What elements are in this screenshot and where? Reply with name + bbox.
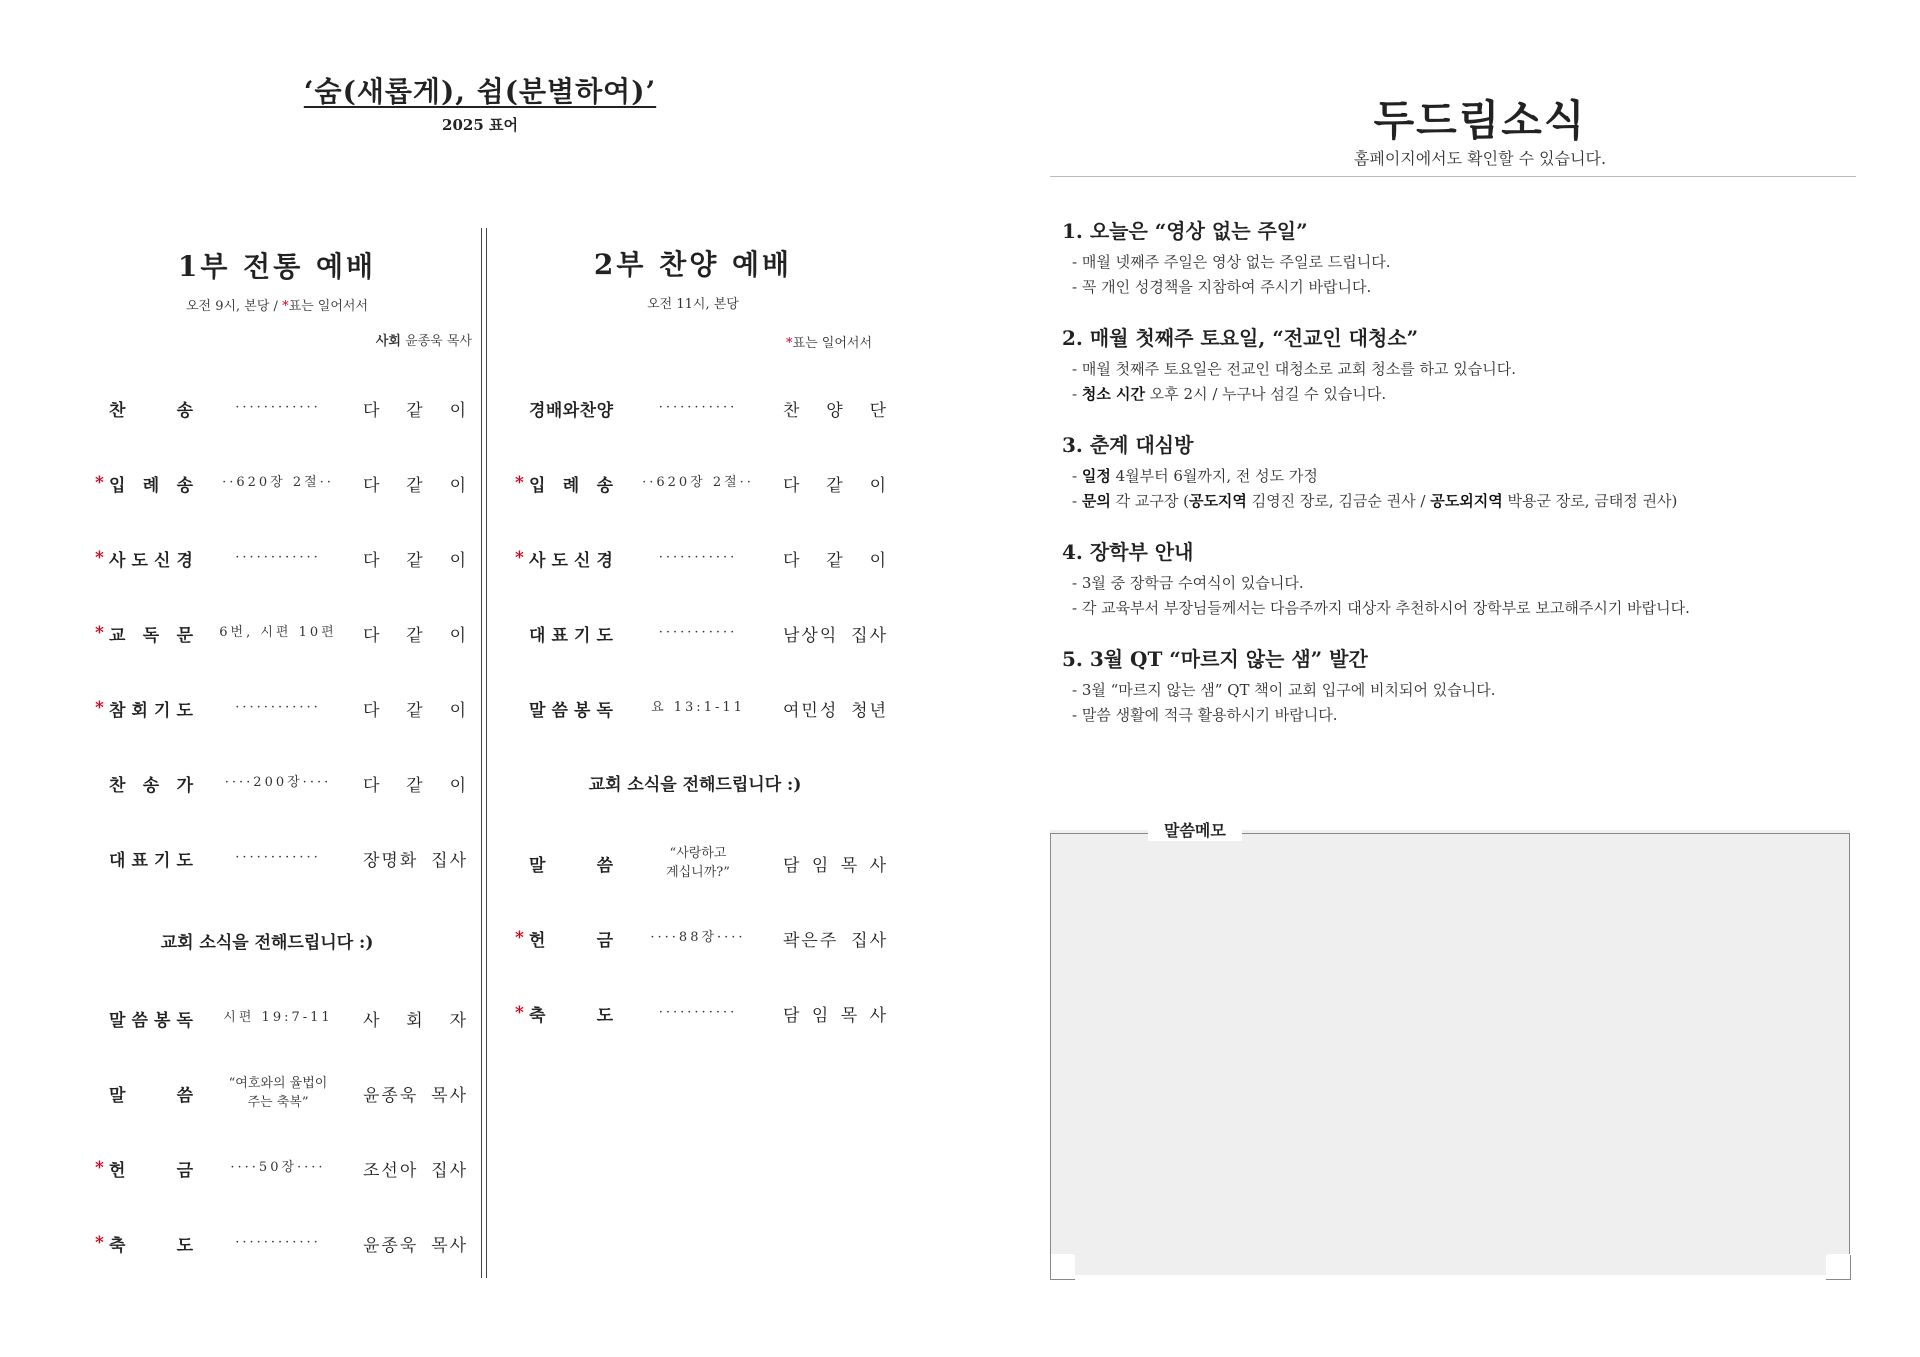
stand-marker: * <box>515 928 524 948</box>
stand-marker: * <box>515 473 524 493</box>
order-label <box>95 1231 193 1256</box>
order-person: 윤종욱 목사 <box>363 1235 468 1256</box>
church-news-heading: 교회 소식을 전해드립니다 :) <box>588 775 802 795</box>
order-row <box>95 1153 468 1183</box>
order-row <box>515 923 888 953</box>
order-row <box>95 543 468 573</box>
order-person: 담 임 목 사 <box>783 855 888 876</box>
service1-meta <box>92 295 462 314</box>
order-person: 장명화 집사 <box>363 850 468 871</box>
news-item <box>1062 643 1862 728</box>
memo-label: 말씀메모 <box>1148 818 1242 841</box>
order-label-text: 말 씀 봉 독 <box>529 700 613 721</box>
column-divider <box>481 228 487 1278</box>
order-label <box>515 1001 613 1026</box>
order-label <box>95 846 193 871</box>
news-item-heading: 2. 매월 첫째주 토요일, “전교인 대청소” <box>1062 326 1419 350</box>
order-label-text: 대 표 기 도 <box>529 625 613 646</box>
motto-title: ‘숨(새롭게), 쉼(분별하여)’ <box>303 75 657 108</box>
news-text: 오후 2시 / 누구나 섬길 수 있습니다. <box>1145 385 1387 403</box>
news-divider <box>1050 176 1856 177</box>
sermon-title-line2: 주는 축복” <box>247 1095 309 1110</box>
news-text: 박용군 장로, 금태정 권사) <box>1502 492 1678 510</box>
news-item-line: - 문의 각 교구장 (공도지역 김영진 장로, 김금순 권사 / 공도외지역 박용군 장로, 금태정 권사) <box>1072 492 1678 510</box>
order-label <box>95 1006 193 1031</box>
order-label-text: 사 도 신 경 <box>109 550 193 571</box>
news-item-line: - 청소 시간 오후 2시 / 누구나 섬길 수 있습니다. <box>1072 385 1387 403</box>
order-detail: ··620장 2절·· <box>222 475 334 491</box>
order-person: 다 같 이 <box>363 700 468 721</box>
news-text: 김영진 장로, 김금순 권사 / <box>1246 492 1431 510</box>
order-label <box>95 1156 193 1181</box>
order-detail: ····200장···· <box>224 775 332 791</box>
order-detail: ··620장 2절·· <box>642 475 754 491</box>
order-label-text: 헌 금 <box>109 1160 193 1181</box>
order-label-text: 참 회 기 도 <box>109 700 193 721</box>
order-detail: ··········· <box>658 550 738 566</box>
news-title: 두드림소식 <box>1373 96 1587 145</box>
order-label-text: 교 독 문 <box>109 625 193 646</box>
stand-marker: * <box>95 623 104 643</box>
order-label-text: 말 씀 <box>109 1085 193 1106</box>
service1-meta-star: * <box>282 299 289 314</box>
order-detail <box>613 844 783 883</box>
service2-header <box>508 243 878 312</box>
order-label <box>95 1081 193 1106</box>
order-row <box>95 618 468 648</box>
order-label-text: 말 씀 봉 독 <box>109 1010 193 1031</box>
order-label-text: 헌 금 <box>529 930 613 951</box>
order-detail: ··········· <box>658 625 738 641</box>
order-label <box>95 471 193 496</box>
order-label <box>515 926 613 951</box>
service1-header <box>92 245 462 314</box>
news-item-heading: 3. 춘계 대심방 <box>1062 433 1194 457</box>
news-item-line: - 매월 첫째주 토요일은 전교인 대청소로 교회 청소를 하고 있습니다. <box>1072 360 1516 378</box>
order-row <box>95 468 468 498</box>
order-detail: ············ <box>235 400 321 416</box>
order-person: 다 같 이 <box>783 475 888 496</box>
order-label <box>95 546 193 571</box>
news-item <box>1062 215 1862 300</box>
order-label-text: 축 도 <box>109 1235 193 1256</box>
service2-note <box>700 332 872 351</box>
order-row <box>515 618 888 648</box>
order-person: 다 같 이 <box>363 400 468 421</box>
order-person: 윤종욱 목사 <box>363 1085 468 1106</box>
presider-role: 사회 <box>375 334 401 349</box>
order-label <box>515 851 613 876</box>
order-label <box>515 621 613 646</box>
order-label-text: 찬 송 가 <box>109 775 193 796</box>
order-row <box>95 1003 468 1033</box>
memo-frame <box>1050 833 1850 1276</box>
order-row <box>95 843 468 873</box>
news-item-line: - 꼭 개인 성경책을 지참하여 주시기 바랍니다. <box>1072 278 1372 296</box>
news-emphasis: 공도지역 <box>1188 492 1247 510</box>
stand-marker: * <box>95 548 104 568</box>
order-person: 다 같 이 <box>363 550 468 571</box>
memo-corner-bottom-right <box>1826 1255 1851 1280</box>
order-label-text: 축 도 <box>529 1005 613 1026</box>
motto <box>270 70 690 135</box>
order-label-text: 입 례 송 <box>109 475 193 496</box>
order-label-text: 입 례 송 <box>529 475 613 496</box>
stand-marker: * <box>515 548 524 568</box>
order-label-text: 찬 송 <box>109 400 193 421</box>
order-row <box>515 543 888 573</box>
news-emphasis: 공도외지역 <box>1430 492 1503 510</box>
order-label <box>515 546 613 571</box>
memo-corner-bottom-left <box>1050 1255 1075 1280</box>
order-person: 조선아 집사 <box>363 1160 468 1181</box>
news-item <box>1062 322 1862 407</box>
news-item-heading: 1. 오늘은 “영상 없는 주일” <box>1062 219 1308 243</box>
news-item-line: - 3월 중 장학금 수여식이 있습니다. <box>1072 574 1304 592</box>
order-label-text: 말 씀 <box>529 855 613 876</box>
stand-marker: * <box>95 698 104 718</box>
order-row <box>515 693 888 723</box>
order-detail: ············ <box>235 850 321 866</box>
order-detail: 요 13:1-11 <box>651 700 745 716</box>
order-label-text: 경 배 와 찬 양 <box>529 400 613 421</box>
order-row <box>515 845 888 880</box>
service1-meta-after: 표는 일어서서 <box>288 299 369 314</box>
motto-subtitle: 2025 표어 <box>442 116 518 134</box>
sermon-title-line2: 계십니까?” <box>666 865 730 880</box>
order-detail: 시편 19:7-11 <box>223 1010 333 1026</box>
service2-note-star: * <box>786 336 793 351</box>
news-item-line: - 매월 넷째주 주일은 영상 없는 주일로 드립니다. <box>1072 253 1391 271</box>
news-item-heading: 5. 3월 QT “마르지 않는 샘” 발간 <box>1062 647 1368 671</box>
order-row <box>95 1075 468 1110</box>
news-item <box>1062 536 1862 621</box>
order-label <box>95 621 193 646</box>
order-person: 다 같 이 <box>363 625 468 646</box>
news-item-heading: 4. 장학부 안내 <box>1062 540 1194 564</box>
order-detail: ············ <box>235 1235 321 1251</box>
order-person: 곽은주 집사 <box>783 930 888 951</box>
church-news-heading: 교회 소식을 전해드립니다 :) <box>160 933 374 953</box>
order-person: 여민성 청년 <box>783 700 888 721</box>
news-subtitle: 홈페이지에서도 확인할 수 있습니다. <box>1353 149 1607 168</box>
news-item-line: - 일정 4월부터 6월까지, 전 성도 가정 <box>1072 467 1318 485</box>
order-label <box>95 771 193 796</box>
order-person: 담 임 목 사 <box>783 1005 888 1026</box>
stand-marker: * <box>95 1158 104 1178</box>
order-person: 다 같 이 <box>363 775 468 796</box>
service2-meta: 오전 11시, 본당 <box>647 297 739 312</box>
order-row <box>515 393 888 423</box>
news-text: 4월부터 6월까지, 전 성도 가정 <box>1110 467 1318 485</box>
order-person: 남상익 집사 <box>783 625 888 646</box>
news-emphasis: 일정 <box>1081 467 1111 485</box>
order-row <box>515 468 888 498</box>
order-row <box>95 393 468 423</box>
order-person: 다 같 이 <box>783 550 888 571</box>
news-item <box>1062 429 1862 514</box>
order-label <box>515 471 613 496</box>
service2-note-text: 표는 일어서서 <box>792 336 872 351</box>
order-detail <box>193 1074 363 1113</box>
order-label-text: 사 도 신 경 <box>529 550 613 571</box>
news-item-line: - 3월 “마르지 않는 샘” QT 책이 교회 입구에 비치되어 있습니다. <box>1072 681 1496 699</box>
service1-title: 1부 전통 예배 <box>177 250 377 283</box>
order-detail: ··········· <box>658 1005 738 1021</box>
order-detail: ····88장···· <box>650 930 746 946</box>
service1-presider <box>292 330 472 349</box>
order-detail: ····50장···· <box>230 1160 326 1176</box>
order-detail: ··········· <box>658 400 738 416</box>
order-row <box>95 1228 468 1258</box>
order-detail: 6번, 시편 10편 <box>219 625 337 641</box>
news-text: 각 교구장 ( <box>1110 492 1189 510</box>
news-emphasis: 청소 시간 <box>1081 385 1146 403</box>
stand-marker: * <box>515 1003 524 1023</box>
sermon-title-line1: “여호와의 율법이 <box>228 1075 328 1091</box>
presider-name: 윤종욱 목사 <box>405 334 472 349</box>
service2-title: 2부 찬양 예배 <box>593 248 793 281</box>
order-label <box>515 696 613 721</box>
order-label <box>95 696 193 721</box>
order-row <box>95 693 468 723</box>
news-emphasis: 문의 <box>1081 492 1111 510</box>
order-person: 사 회 자 <box>363 1010 468 1031</box>
sermon-title-line1: “사랑하고 <box>669 845 727 861</box>
order-label <box>515 396 613 421</box>
news-item-line: - 말씀 생활에 적극 활용하시기 바랍니다. <box>1072 706 1338 724</box>
order-detail: ············ <box>235 550 321 566</box>
order-person: 다 같 이 <box>363 475 468 496</box>
stand-marker: * <box>95 473 104 493</box>
order-person: 찬 양 단 <box>783 400 888 421</box>
order-row <box>95 768 468 798</box>
service1-meta-text: 오전 9시, 본당 / <box>185 299 283 314</box>
order-label-text: 대 표 기 도 <box>109 850 193 871</box>
order-detail: ············ <box>235 700 321 716</box>
news-item-line: - 각 교육부서 부장님들께서는 다음주까지 대상자 추천하시어 장학부로 보고해주시기 바랍니다. <box>1072 599 1690 617</box>
order-row <box>515 998 888 1028</box>
stand-marker: * <box>95 1233 104 1253</box>
order-label <box>95 396 193 421</box>
